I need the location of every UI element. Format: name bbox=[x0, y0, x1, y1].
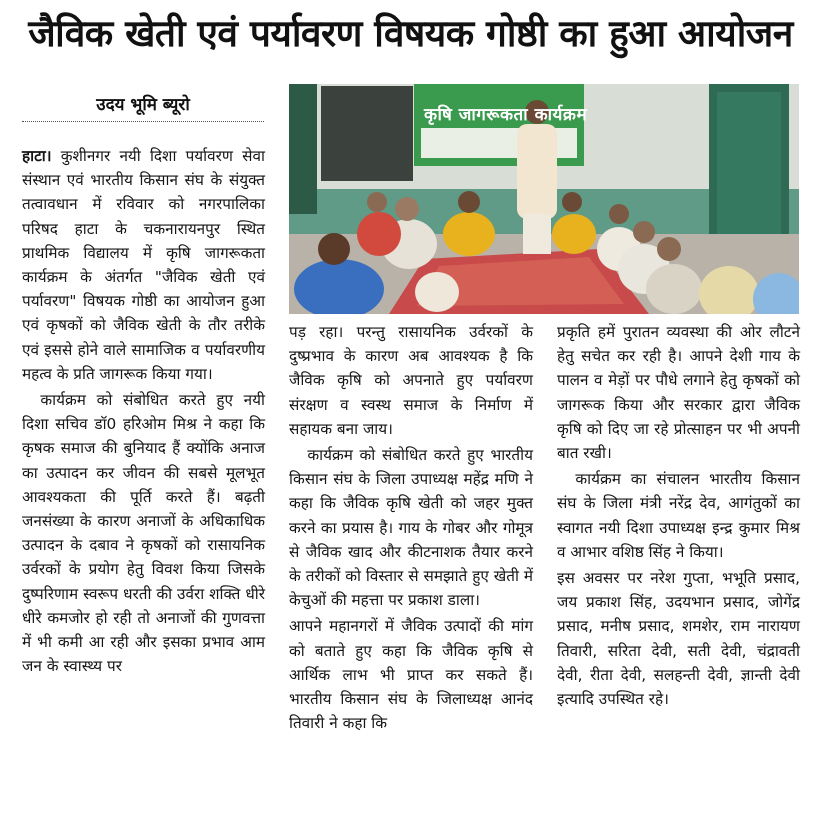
paragraph: कार्यक्रम को संबोधित करते हुए भारतीय किसान संघ के जिला उपाध्यक्ष महेंद्र मणि ने कहा कि जैविक कृषि खेती को जहर मुक्त करने का प्रयास है। गाय के गोबर और गोमूत्र से जैविक खाद और कीटनाशक तैयार करने के तरीकों को विस्तार से समझाते हुए खेती में केचुओं की महत्ता पर प्रकाश डाला। bbox=[289, 446, 533, 610]
byline: उदय भूमि ब्यूरो bbox=[22, 92, 264, 122]
banner-text: कृषि जागरूकता कार्यक्रम bbox=[424, 105, 588, 125]
paragraph: प्रकृति हमें पुरातन व्यवस्था की ओर लौटने हेतु सचेत कर रही है। आपने देशी गाय के पालन व मेड़ों पर पौधे लगाने हेतु कृषकों को जागरूक किया और सरकार द्वारा जैविक कृषि को दिए जा रहे प्रोत्साहन पर भी अपनी बात रखी। bbox=[557, 323, 800, 463]
article-column-2 bbox=[289, 320, 533, 735]
paragraph bbox=[22, 144, 265, 386]
paragraph: इस अवसर पर नरेश गुप्ता, भभूति प्रसाद, जय प्रकाश सिंह, उदयभान प्रसाद, जोगेंद्र प्रसाद, मनीष प्रसाद, शमशेर, राम नारायण तिवारी, सरिता देवी, सती देवी, चंद्रावती देवी, रीता देवी, सलहन्ती देवी, ज्ञान्ती देवी इत्यादि उपस्थित रहे। bbox=[557, 569, 800, 709]
article-column-1 bbox=[22, 144, 265, 678]
paragraph: कार्यक्रम को संबोधित करते हुए नयी दिशा सचिव डॉ0 हरिओम मिश्र ने कहा कि कृषक समाज की बुनियाद हैं क्योंकि अनाज का उत्पादन कर जीवन की सबसे मूलभूत आवश्यकता की पूर्ति करते हैं। बढ़ती जनसंख्या के कारण अनाजों के अधिकाधिक उत्पादन के दबाव ने कृषकों को रासायनिक उर्वरकों के प्रयोग हेतु विवश किया जिसके दुष्परिणाम स्वरूप धरती की उर्वरा शक्ति धीरे धीरे कमजोर हो रही तो अनाजों की गुणवत्ता में भी कमी आ रही और इसका प्रभाव आम जन के स्वास्थ्य पर bbox=[22, 391, 265, 676]
paragraph: पड़ रहा। परन्तु रासायनिक उर्वरकों के दुष्प्रभाव के कारण अब आवश्यक है कि जैविक कृषि को अपनाते हुए पर्यावरण संरक्षण व स्वस्थ समाज के निर्माण में सहायक बना जाय। bbox=[289, 323, 533, 438]
event-photo bbox=[289, 84, 799, 314]
paragraph: कार्यक्रम का संचालन भारतीय किसान संघ के जिला मंत्री नरेंद्र देव, आगंतुकों का स्वागत नयी दिशा उपाध्यक्ष इन्द्र कुमार मिश्र व आभार वशिष्ठ सिंह ने किया। bbox=[557, 470, 800, 561]
article-column-3 bbox=[557, 320, 800, 711]
article-headline: जैविक खेती एवं पर्यावरण विषयक गोष्ठी का हुआ आयोजन bbox=[28, 12, 793, 55]
dateline: हाटा। bbox=[22, 147, 52, 165]
paragraph: आपने महानगरों में जैविक उत्पादों की मांग को बताते हुए कहा कि जैविक कृषि से आर्थिक लाभ भी प्राप्त कर सकते हैं। भारतीय किसान संघ के जिलाध्यक्ष आनंद तिवारी ने कहा कि bbox=[289, 617, 533, 733]
paragraph-text: कुशीनगर नयी दिशा पर्यावरण सेवा संस्थान एवं भारतीय किसान संघ के संयुक्त तत्वावधान में रविवार को नगरपालिका परिषद हाटा के चकनारायनपुर स्थित प्राथमिक विद्यालय में कृषि जागरूकता कार्यक्रम के अंतर्गत "जैविक खेती एवं पर्यावरण" विषयक गोष्ठी का आयोजन हुआ एवं कृषकों को जैविक खेती के तौर तरीके एवं इससे होने वाले सामाजिक व पर्यावरणीय महत्व के प्रति जागरूक किया गया। bbox=[22, 147, 265, 383]
